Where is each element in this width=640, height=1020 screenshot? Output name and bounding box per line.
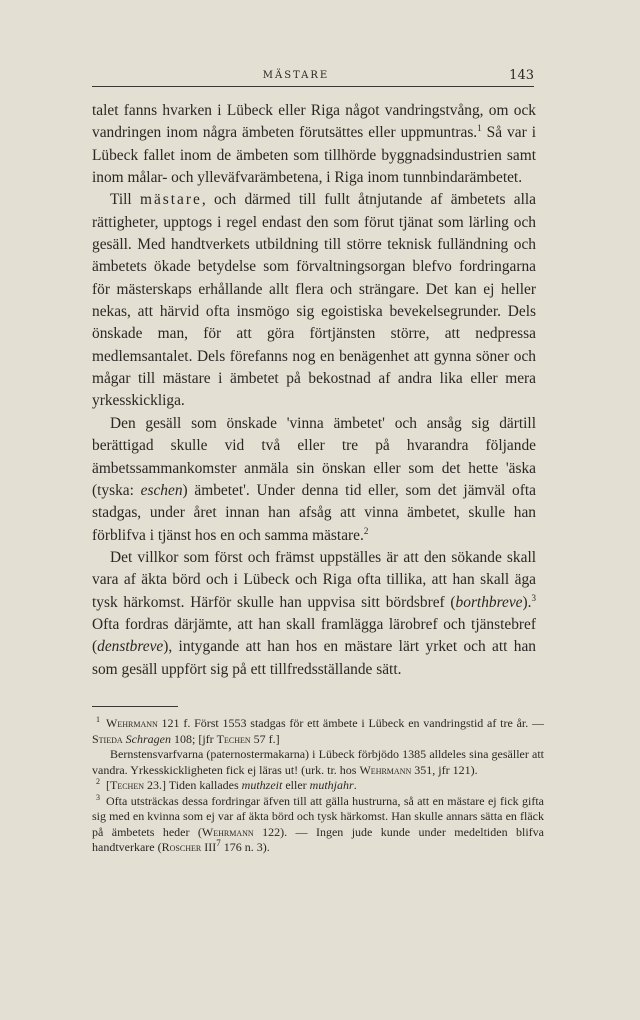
paragraph-3: Den gesäll som önskade 'vinna ämbetet' och ansåg sig därtill berättigad skulle vid två eller tre på hvarandra följande ämbetssammankomster anmäla sin önskan eller som det hette 'äska (tyska: eschen) ämbetet'. Under denna tid eller, som det jämväl ofta stadgas, under året innan han afsåg att vinna ämbetet, skulle han förblifva i tjänst hos en och samma mästare.$^2$ [92,414,536,544]
footnote-3: $^3$ Ofta utsträckas dessa fordringar äfven till att gälla hustrurna, så att en mästare ej fick gifta sig med en kvinna som ej var af äkta börd och tysk härkomst. Han skulle annars sätta en fläck på ämbetets heder (Wehrmann 122). — Ingen jude kunde under medeltiden blifva handtverkare (Roscher III$^7$ 176 n. 3). [92,792,545,854]
emphasis-italic: eschen [140,481,183,499]
footnotes [92,716,544,856]
paragraph-1: talet fanns hvarken i Lübeck eller Riga något vandringstvång, om ock vandringen inom några ämbeten förutsättes eller uppmuntras.$^1$ Så var i Lübeck fallet inom de ämbeten som tillhörde byggnadsindustrien samt inom målar- och ylleväfvarämbetena, i Riga inom tunnbindarämbetet. [92,102,536,187]
emphasis-spaced: mästare [139,191,202,209]
footnote-mark: 1 [96,715,100,724]
paragraph-4: Det villkor som först och främst uppställes är att den sökande skall vara af äkta börd och i Lübeck och Riga ofta tillika, att han skall äga tysk härkomst. Härför skulle han uppvisa sitt bördsbref (borthbreve).$^3$ Ofta fordras därjämte, att han skall framlägga lärobref och tjänstebref (denstbreve), intygande att han hos en mästare lärt yrket och att han som gesäll uppfört sig på ett tillfredsställande sätt. [92,548,536,678]
header-rule [92,86,534,87]
footnote-rule [92,706,178,707]
page-number: 143 [509,68,534,83]
footnote-ref-2: 2 [363,525,369,536]
paragraph-2: Till mästare, och därmed till fullt åtnjutande af ämbetets alla rättigheter, upptogs i regel endast den som förut tjänat som lärling och gesäll. Med handtverkets utbildning till större teknisk fulländning och ämbetets ökade betydelse som förvaltningsorgan blefvo fordringarna för mästerskaps erhållande allt flera och strängare. Det kan ej heller nekas, att härvid ofta insmögo sig egoistiska bevekelsegrunder. Dels önskade man, för att göra förtjänsten större, att nedpressa medlemsantalet. Dels förefanns nog en benägenhet att gynna söner och mågar till mästare i ämbetet på bekostnad af andra lika eller mera yrkesskickliga. [92,191,536,410]
running-title: MÄSTARE [262,70,330,81]
footnote-mark: 2 [96,777,100,786]
footnote-ref-3: 3 [531,592,536,603]
emphasis-italic: denstbreve [97,638,164,656]
running-head [0,68,640,84]
footnote-1-continued: Bernstensvarfvarna (paternostermakarna) i Lübeck förbjödo 1385 alldeles sina gesäller att vandra. Yrkesskickligheten fick ej läras ut! (urk. tr. hos Wehrmann 351, jfr 121). [92,747,544,777]
body-text [92,100,536,681]
footnote-mark: 3 [96,792,100,802]
footnote-2: $^2$ [Techen 23.] Tiden kallades muthzeit eller muthjahr. [96,777,357,792]
emphasis-italic: borthbreve [455,593,523,611]
footnote-1: $^1$ Wehrmann 121 f. Först 1553 stadgas för ett ämbete i Lübeck en vandringstid af tre år. — Stieda Schragen 108; [jfr Techen 57 f.] [92,715,544,746]
footnote-ref-1: 1 [477,123,482,134]
